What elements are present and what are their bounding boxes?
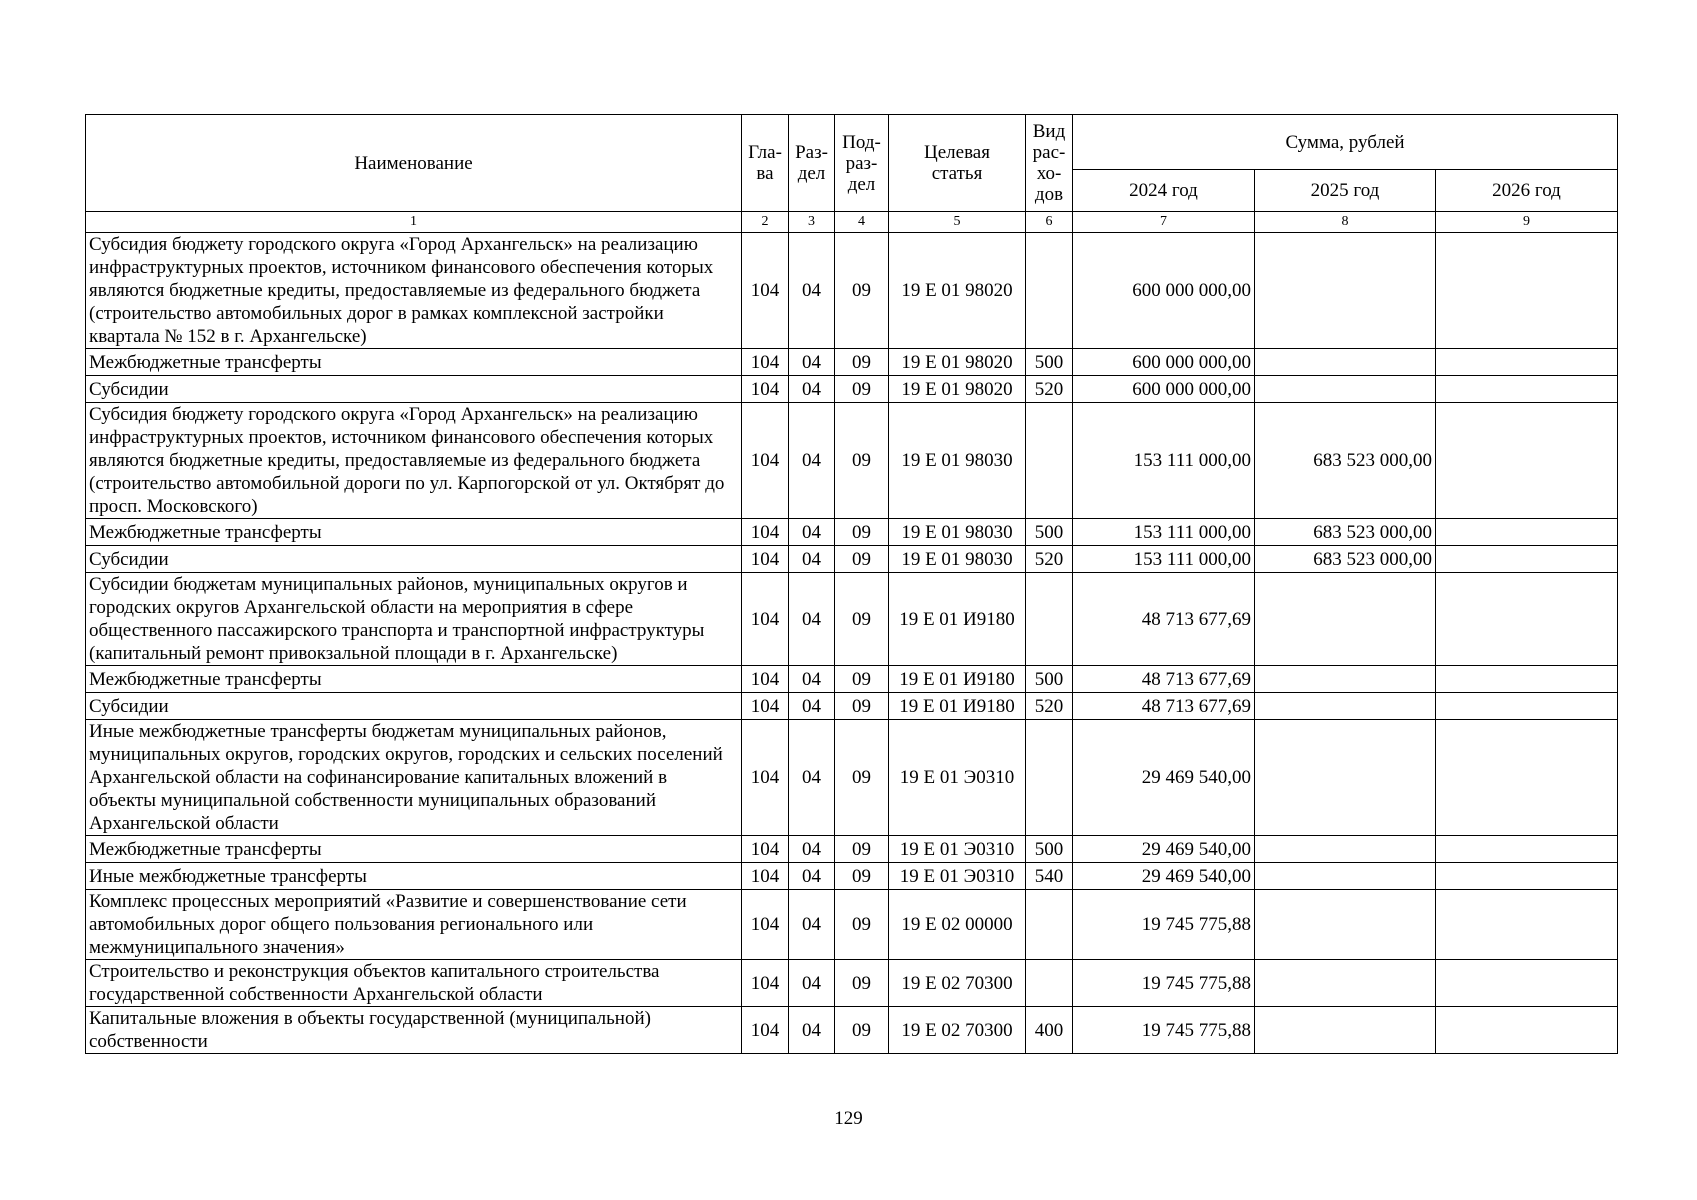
cell-sum-2025 [1255,890,1436,960]
cell-razdel: 04 [789,573,835,666]
cell-celevaya-statya: 19 Е 01 98020 [889,233,1026,349]
cell-podrazdel: 09 [835,836,889,863]
cell-name: Субсидии [86,546,742,573]
cell-glava: 104 [742,233,789,349]
column-number: 9 [1436,212,1618,233]
cell-name: Субсидии [86,376,742,403]
cell-sum-2024: 29 469 540,00 [1073,836,1255,863]
cell-razdel: 04 [789,836,835,863]
cell-sum-2026 [1436,1007,1618,1054]
cell-glava: 104 [742,890,789,960]
cell-sum-2024: 29 469 540,00 [1073,720,1255,836]
cell-sum-2024: 600 000 000,00 [1073,233,1255,349]
cell-vid-rashodov [1026,573,1073,666]
cell-celevaya-statya: 19 Е 01 98020 [889,376,1026,403]
cell-razdel: 04 [789,519,835,546]
cell-podrazdel: 09 [835,666,889,693]
cell-podrazdel: 09 [835,573,889,666]
cell-podrazdel: 09 [835,890,889,960]
table-row [86,573,1618,666]
cell-sum-2025 [1255,836,1436,863]
header-glava: Гла- ва [742,115,789,212]
cell-name: Субсидия бюджету городского округа «Город Архангельск» на реализацию инфраструктурных проектов, источником финансового обеспечения которых являются бюджетные кредиты, предоставляемые из федерального бюджета (строительство автомобильной дороги по ул. Карпогорской от ул. Октябрят до просп. Московского) [86,403,742,519]
cell-sum-2025 [1255,666,1436,693]
cell-razdel: 04 [789,349,835,376]
column-number: 6 [1026,212,1073,233]
cell-celevaya-statya: 19 Е 02 70300 [889,960,1026,1007]
header-vid-rashodov: Вид рас- хо- дов [1026,115,1073,212]
table-row [86,863,1618,890]
cell-sum-2024: 48 713 677,69 [1073,693,1255,720]
cell-celevaya-statya: 19 Е 01 Э0310 [889,720,1026,836]
cell-name: Строительство и реконструкция объектов капитального строительства государственной собственности Архангельской области [86,960,742,1007]
cell-name: Межбюджетные трансферты [86,349,742,376]
cell-glava: 104 [742,546,789,573]
column-number: 3 [789,212,835,233]
header-celevaya-statya: Целевая статья [889,115,1026,212]
cell-sum-2026 [1436,890,1618,960]
cell-razdel: 04 [789,233,835,349]
cell-celevaya-statya: 19 Е 02 70300 [889,1007,1026,1054]
cell-podrazdel: 09 [835,720,889,836]
column-number: 4 [835,212,889,233]
budget-body [86,233,1618,1054]
table-row [86,720,1618,836]
cell-razdel: 04 [789,666,835,693]
cell-name: Межбюджетные трансферты [86,666,742,693]
cell-sum-2025 [1255,720,1436,836]
cell-glava: 104 [742,666,789,693]
cell-sum-2026 [1436,863,1618,890]
cell-sum-2024: 600 000 000,00 [1073,349,1255,376]
cell-sum-2025 [1255,376,1436,403]
cell-vid-rashodov: 500 [1026,349,1073,376]
cell-glava: 104 [742,349,789,376]
cell-glava: 104 [742,720,789,836]
cell-vid-rashodov: 500 [1026,519,1073,546]
cell-sum-2025 [1255,693,1436,720]
table-row [86,836,1618,863]
cell-podrazdel: 09 [835,1007,889,1054]
cell-glava: 104 [742,403,789,519]
column-number: 2 [742,212,789,233]
cell-sum-2026 [1436,403,1618,519]
cell-podrazdel: 09 [835,546,889,573]
cell-celevaya-statya: 19 Е 01 98030 [889,403,1026,519]
cell-vid-rashodov [1026,233,1073,349]
cell-razdel: 04 [789,546,835,573]
cell-sum-2024: 153 111 000,00 [1073,403,1255,519]
cell-glava: 104 [742,519,789,546]
column-number: 5 [889,212,1026,233]
cell-sum-2026 [1436,519,1618,546]
cell-sum-2025 [1255,233,1436,349]
header-2024: 2024 год [1073,170,1255,212]
cell-razdel: 04 [789,960,835,1007]
cell-razdel: 04 [789,863,835,890]
cell-sum-2026 [1436,693,1618,720]
cell-name: Субсидии [86,693,742,720]
cell-name: Иные межбюджетные трансферты [86,863,742,890]
header-razdel: Раз- дел [789,115,835,212]
table-row [86,233,1618,349]
table-row [86,349,1618,376]
cell-sum-2026 [1436,836,1618,863]
cell-sum-2024: 29 469 540,00 [1073,863,1255,890]
cell-podrazdel: 09 [835,233,889,349]
table-row [86,666,1618,693]
cell-sum-2024: 153 111 000,00 [1073,519,1255,546]
cell-sum-2026 [1436,960,1618,1007]
cell-sum-2024: 600 000 000,00 [1073,376,1255,403]
column-number: 7 [1073,212,1255,233]
cell-celevaya-statya: 19 Е 02 00000 [889,890,1026,960]
header-podrazdel: Под- раз- дел [835,115,889,212]
table-row [86,1007,1618,1054]
cell-sum-2025 [1255,349,1436,376]
cell-sum-2025: 683 523 000,00 [1255,546,1436,573]
cell-vid-rashodov [1026,890,1073,960]
cell-name: Межбюджетные трансферты [86,519,742,546]
cell-glava: 104 [742,693,789,720]
cell-vid-rashodov: 540 [1026,863,1073,890]
cell-podrazdel: 09 [835,863,889,890]
table-row [86,519,1618,546]
table-row [86,693,1618,720]
cell-glava: 104 [742,573,789,666]
cell-sum-2026 [1436,720,1618,836]
cell-glava: 104 [742,1007,789,1054]
cell-sum-2024: 19 745 775,88 [1073,960,1255,1007]
cell-celevaya-statya: 19 Е 01 98020 [889,349,1026,376]
cell-celevaya-statya: 19 Е 01 И9180 [889,693,1026,720]
cell-podrazdel: 09 [835,376,889,403]
cell-celevaya-statya: 19 Е 01 И9180 [889,666,1026,693]
cell-sum-2025 [1255,573,1436,666]
header-2026: 2026 год [1436,170,1618,212]
cell-name: Межбюджетные трансферты [86,836,742,863]
column-number-row [86,212,1618,233]
cell-sum-2024: 153 111 000,00 [1073,546,1255,573]
cell-sum-2025: 683 523 000,00 [1255,519,1436,546]
cell-celevaya-statya: 19 Е 01 Э0310 [889,836,1026,863]
cell-sum-2024: 19 745 775,88 [1073,890,1255,960]
table-row [86,960,1618,1007]
table-row [86,403,1618,519]
cell-celevaya-statya: 19 Е 01 98030 [889,519,1026,546]
cell-sum-2024: 48 713 677,69 [1073,666,1255,693]
cell-podrazdel: 09 [835,519,889,546]
cell-sum-2026 [1436,233,1618,349]
cell-vid-rashodov: 500 [1026,836,1073,863]
cell-vid-rashodov: 520 [1026,693,1073,720]
cell-podrazdel: 09 [835,960,889,1007]
cell-vid-rashodov [1026,403,1073,519]
cell-podrazdel: 09 [835,693,889,720]
cell-vid-rashodov: 500 [1026,666,1073,693]
cell-razdel: 04 [789,693,835,720]
cell-sum-2026 [1436,573,1618,666]
header-summa: Сумма, рублей [1073,115,1618,170]
cell-sum-2026 [1436,546,1618,573]
cell-sum-2025 [1255,863,1436,890]
budget-table [85,114,1618,1054]
column-number: 8 [1255,212,1436,233]
cell-name: Субсидии бюджетам муниципальных районов, муниципальных округов и городских округов Архангельской области на мероприятия в сфере общественного пассажирского транспорта и транспортной инфраструктуры (капитальный ремонт привокзальной площади в г. Архангельске) [86,573,742,666]
cell-sum-2024: 48 713 677,69 [1073,573,1255,666]
cell-razdel: 04 [789,720,835,836]
cell-sum-2026 [1436,666,1618,693]
column-number: 1 [86,212,742,233]
header-name: Наименование [86,115,742,212]
cell-razdel: 04 [789,376,835,403]
table-row [86,890,1618,960]
cell-sum-2026 [1436,349,1618,376]
cell-podrazdel: 09 [835,349,889,376]
cell-glava: 104 [742,960,789,1007]
cell-name: Комплекс процессных мероприятий «Развитие и совершенствование сети автомобильных дорог общего пользования регионального или межмуниципального значения» [86,890,742,960]
cell-sum-2025 [1255,960,1436,1007]
cell-vid-rashodov [1026,720,1073,836]
table-row [86,546,1618,573]
cell-glava: 104 [742,376,789,403]
cell-sum-2025: 683 523 000,00 [1255,403,1436,519]
cell-glava: 104 [742,836,789,863]
cell-celevaya-statya: 19 Е 01 Э0310 [889,863,1026,890]
cell-razdel: 04 [789,403,835,519]
cell-podrazdel: 09 [835,403,889,519]
cell-name: Иные межбюджетные трансферты бюджетам муниципальных районов, муниципальных округов, городских округов, городских и сельских поселений Архангельской области на софинансирование капитальных вложений в объекты муниципальной собственности муниципальных образований Архангельской области [86,720,742,836]
cell-sum-2024: 19 745 775,88 [1073,1007,1255,1054]
cell-celevaya-statya: 19 Е 01 И9180 [889,573,1026,666]
cell-sum-2025 [1255,1007,1436,1054]
cell-sum-2026 [1436,376,1618,403]
cell-celevaya-statya: 19 Е 01 98030 [889,546,1026,573]
cell-glava: 104 [742,863,789,890]
cell-vid-rashodov: 520 [1026,376,1073,403]
table-row [86,376,1618,403]
cell-razdel: 04 [789,1007,835,1054]
cell-vid-rashodov: 520 [1026,546,1073,573]
header-2025: 2025 год [1255,170,1436,212]
cell-razdel: 04 [789,890,835,960]
page-number: 129 [834,1108,863,1129]
cell-name: Капитальные вложения в объекты государственной (муниципальной) собственности [86,1007,742,1054]
cell-name: Субсидия бюджету городского округа «Город Архангельск» на реализацию инфраструктурных проектов, источником финансового обеспечения которых являются бюджетные кредиты, предоставляемые из федерального бюджета (строительство автомобильных дорог в рамках комплексной застройки квартала № 152 в г. Архангельске) [86,233,742,349]
cell-vid-rashodov [1026,960,1073,1007]
cell-vid-rashodov: 400 [1026,1007,1073,1054]
